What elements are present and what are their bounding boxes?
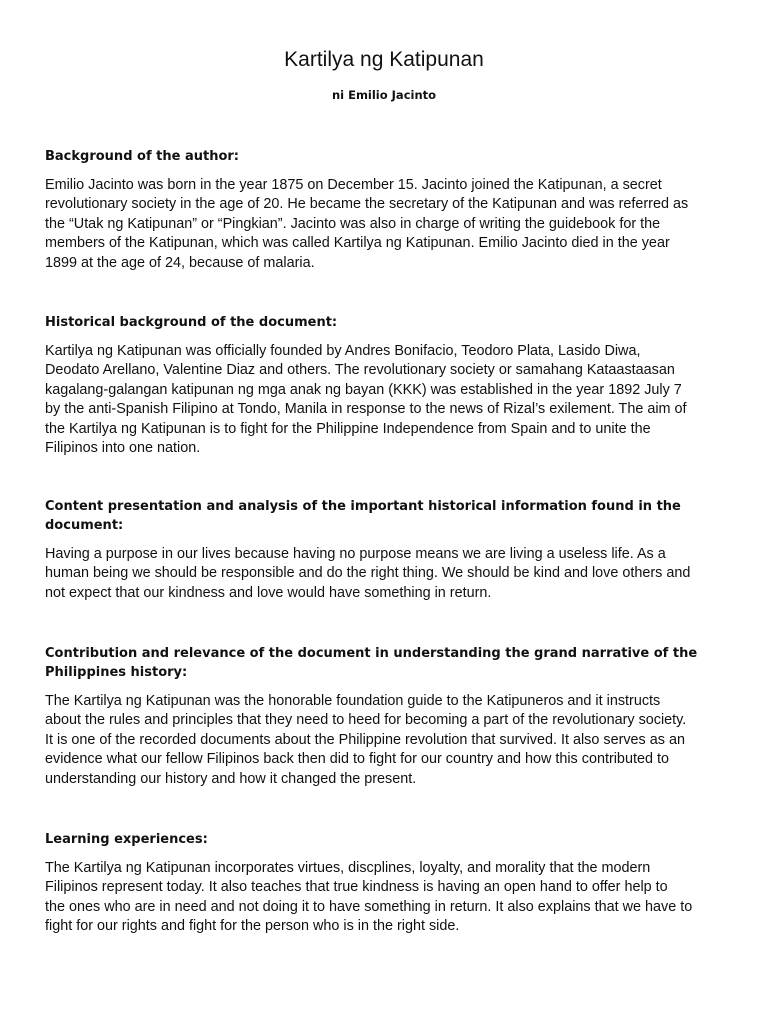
- section-heading: Learning experiences:: [45, 832, 208, 847]
- section-body: The Kartilya ng Katipunan incorporates virtues, discplines, loyalty, and morality that the modern Filipinos represent today. It also teaches that true kindness is having an open hand to offer help to the ones who are in need and not doing it to have something in return. It also explains that we have to fight for our rights and fight for the person who is in the right side.: [45, 860, 693, 935]
- section-heading: Historical background of the document:: [45, 315, 338, 330]
- section-body: Kartilya ng Katipunan was officially founded by Andres Bonifacio, Teodoro Plata, Lasido Diwa, Deodato Arellano, Valentine Diaz and others. The revolutionary society or samahang Kataastaasan kagalang-galangan katipunan ng mga anak ng bayan (KKK) was established in the year 1892 July 7 by the anti-Spanish Filipino at Tondo, Manila in response to the news of Rizal’s exilement. The aim of the Kartilya ng Katipunan is to fight for the Philippine Independence from Spain and to unite the Filipinos into one nation.: [45, 343, 687, 457]
- section-body: Having a purpose in our lives because having no purpose means we are living a useless life. As a human being we should be responsible and do the right thing. We should be kind and love others and not expect that our kindness and love would have something in return.: [45, 546, 691, 601]
- section-body: Emilio Jacinto was born in the year 1875 on December 15. Jacinto joined the Katipunan, a secret revolutionary society in the age of 20. He became the secretary of the Katipunan and was referred as the “Utak ng Katipunan” or “Pingkian”. Jacinto was also in charge of writing the guidebook for the members of the Katipunan, which was called Kartilya ng Katipunan. Emilio Jacinto died in the year 1899 at the age of 24, because of malaria.: [45, 177, 689, 271]
- section-learning-experiences: [45, 830, 725, 937]
- section-contribution-relevance: [45, 644, 725, 789]
- section-heading: Background of the author:: [45, 149, 239, 164]
- document-title: Kartilya ng Katipunan: [284, 48, 484, 71]
- section-heading: Contribution and relevance of the document in understanding the grand narrative of the Philippines history:: [45, 646, 698, 680]
- section-heading: Content presentation and analysis of the important historical information found in the document:: [45, 499, 681, 533]
- document-subtitle: ni Emilio Jacinto: [331, 88, 437, 102]
- section-body: The Kartilya ng Katipunan was the honorable foundation guide to the Katipuneros and it instructs about the rules and principles that they need to heed for becoming a part of the revolutionary society. It is one of the recorded documents about the Philippine revolution that survived. It also serves as an evidence what our fellow Filipinos back then did to fight for our country and how this contributed to understanding our history and how it changed the present.: [45, 693, 687, 787]
- section-background-author: [45, 147, 725, 273]
- section-content-presentation: [45, 497, 725, 603]
- section-historical-background: [45, 313, 725, 458]
